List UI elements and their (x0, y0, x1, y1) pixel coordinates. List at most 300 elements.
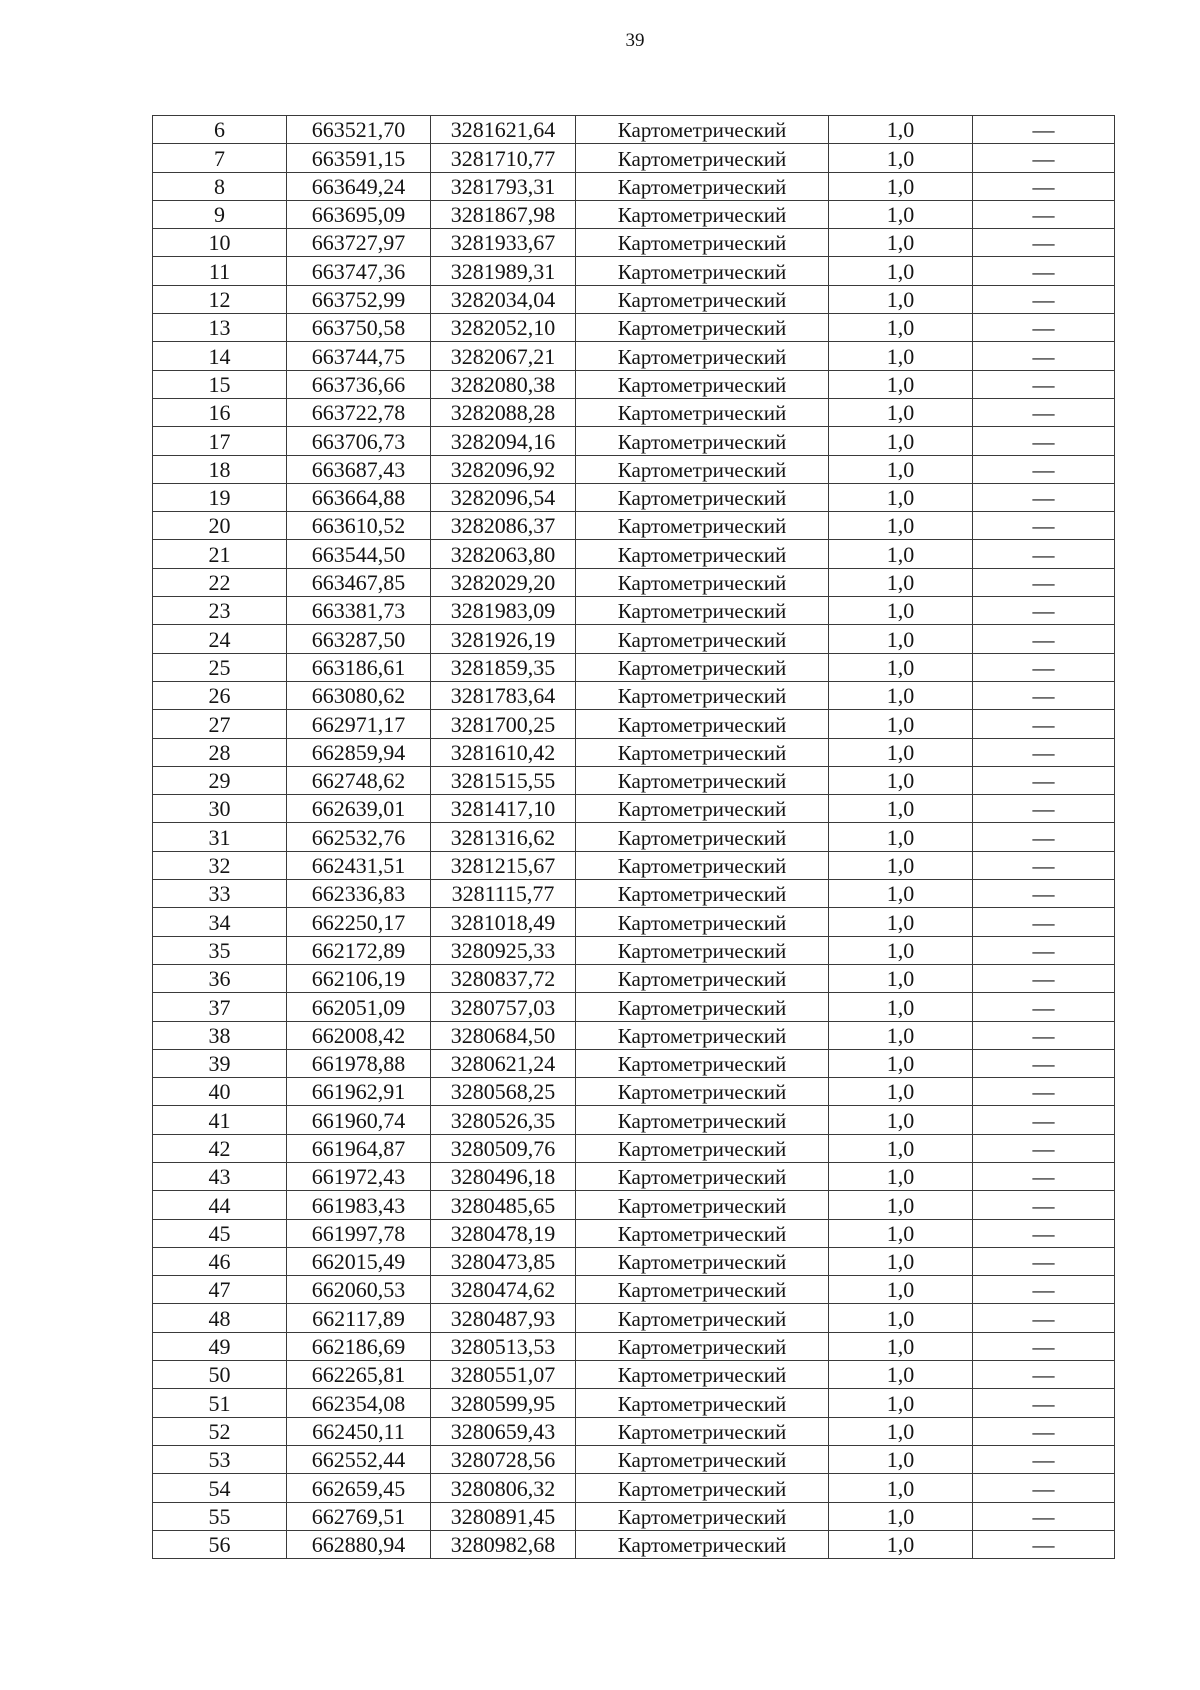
note-cell-text: — (1032, 1051, 1055, 1077)
y-coordinate-cell-text: 3280621,24 (450, 1051, 556, 1077)
table-row (153, 540, 1115, 568)
method-cell-text: Картометрический (617, 288, 787, 313)
note-cell-text: — (1032, 1135, 1055, 1161)
point-number-cell-text: 29 (208, 768, 231, 794)
table-row (153, 1389, 1115, 1417)
table-row (153, 823, 1115, 851)
point-number-cell (153, 483, 287, 511)
point-number-cell-text: 46 (208, 1249, 231, 1275)
method-cell-text: Картометрический (617, 655, 787, 680)
accuracy-cell-text: 1,0 (886, 1107, 915, 1133)
accuracy-cell-text: 1,0 (886, 371, 915, 397)
accuracy-cell (829, 1332, 973, 1360)
method-cell (576, 1162, 829, 1190)
point-number-cell (153, 568, 287, 596)
table-row (153, 625, 1115, 653)
method-cell (576, 1106, 829, 1134)
note-cell-text: — (1032, 598, 1055, 624)
accuracy-cell (829, 370, 973, 398)
method-cell (576, 540, 829, 568)
y-coordinate-cell (431, 342, 576, 370)
note-cell-text: — (1032, 1447, 1055, 1473)
method-cell (576, 710, 829, 738)
accuracy-cell-text: 1,0 (886, 1051, 915, 1077)
x-coordinate-cell (287, 597, 431, 625)
accuracy-cell (829, 1247, 973, 1275)
point-number-cell-text: 39 (208, 1051, 231, 1077)
method-cell (576, 964, 829, 992)
accuracy-cell (829, 116, 973, 144)
x-coordinate-cell-text: 663186,61 (311, 654, 406, 680)
accuracy-cell-text: 1,0 (886, 1305, 915, 1331)
y-coordinate-cell-text: 3281018,49 (450, 909, 556, 935)
accuracy-cell (829, 964, 973, 992)
note-cell-text: — (1032, 541, 1055, 567)
note-cell (973, 1191, 1115, 1219)
x-coordinate-cell (287, 766, 431, 794)
note-cell (973, 1219, 1115, 1247)
method-cell-text: Картометрический (617, 740, 787, 765)
accuracy-cell (829, 597, 973, 625)
table-row (153, 964, 1115, 992)
table-row (153, 512, 1115, 540)
method-cell (576, 370, 829, 398)
y-coordinate-cell (431, 1247, 576, 1275)
accuracy-cell (829, 1530, 973, 1558)
x-coordinate-cell (287, 1078, 431, 1106)
point-number-cell-text: 33 (208, 881, 231, 907)
accuracy-cell (829, 427, 973, 455)
table-row (153, 1417, 1115, 1445)
table-row (153, 795, 1115, 823)
x-coordinate-cell (287, 172, 431, 200)
method-cell-text: Картометрический (617, 401, 787, 426)
table-row (153, 681, 1115, 709)
point-number-cell-text: 12 (208, 287, 231, 313)
point-number-cell-text: 31 (208, 824, 231, 850)
note-cell (973, 1247, 1115, 1275)
accuracy-cell-text: 1,0 (886, 1022, 915, 1048)
y-coordinate-cell (431, 370, 576, 398)
method-cell (576, 766, 829, 794)
x-coordinate-cell-text: 662450,11 (312, 1418, 405, 1444)
x-coordinate-cell-text: 662859,94 (311, 739, 406, 765)
x-coordinate-cell (287, 681, 431, 709)
note-cell-text: — (1032, 1503, 1055, 1529)
x-coordinate-cell (287, 1162, 431, 1190)
x-coordinate-cell (287, 455, 431, 483)
note-cell-text: — (1032, 711, 1055, 737)
method-cell-text: Картометрический (617, 599, 787, 624)
note-cell-text: — (1032, 485, 1055, 511)
note-cell-text: — (1032, 258, 1055, 284)
method-cell (576, 936, 829, 964)
point-number-cell-text: 8 (214, 173, 225, 199)
note-cell-text: — (1032, 1192, 1055, 1218)
accuracy-cell (829, 1502, 973, 1530)
x-coordinate-cell-text: 663664,88 (311, 485, 406, 511)
note-cell (973, 314, 1115, 342)
x-coordinate-cell-text: 661972,43 (311, 1164, 406, 1190)
point-number-cell-text: 40 (208, 1079, 231, 1105)
x-coordinate-cell (287, 851, 431, 879)
accuracy-cell (829, 1389, 973, 1417)
y-coordinate-cell-text: 3281215,67 (450, 853, 556, 879)
x-coordinate-cell (287, 200, 431, 228)
y-coordinate-cell (431, 936, 576, 964)
note-cell (973, 681, 1115, 709)
y-coordinate-cell (431, 1445, 576, 1473)
method-cell (576, 1247, 829, 1275)
y-coordinate-cell-text: 3282029,20 (450, 570, 556, 596)
x-coordinate-cell-text: 663752,99 (311, 287, 406, 313)
accuracy-cell-text: 1,0 (886, 683, 915, 709)
method-cell (576, 880, 829, 908)
y-coordinate-cell-text: 3281610,42 (450, 739, 556, 765)
table-row (153, 1078, 1115, 1106)
accuracy-cell (829, 342, 973, 370)
method-cell (576, 851, 829, 879)
y-coordinate-cell (431, 200, 576, 228)
method-cell (576, 1361, 829, 1389)
x-coordinate-cell (287, 483, 431, 511)
note-cell-text: — (1032, 654, 1055, 680)
y-coordinate-cell-text: 3280806,32 (450, 1475, 556, 1501)
method-cell-text: Картометрический (617, 854, 787, 879)
point-number-cell-text: 22 (208, 570, 231, 596)
note-cell-text: — (1032, 1305, 1055, 1331)
table-row (153, 1134, 1115, 1162)
accuracy-cell-text: 1,0 (886, 173, 915, 199)
x-coordinate-cell-text: 662060,53 (311, 1277, 406, 1303)
x-coordinate-cell-text: 661962,91 (311, 1079, 406, 1105)
accuracy-cell-text: 1,0 (886, 1418, 915, 1444)
accuracy-cell-text: 1,0 (886, 994, 915, 1020)
y-coordinate-cell-text: 3281700,25 (450, 711, 556, 737)
point-number-cell (153, 1332, 287, 1360)
x-coordinate-cell-text: 663744,75 (311, 343, 406, 369)
table-row (153, 200, 1115, 228)
point-number-cell (153, 540, 287, 568)
method-cell-text: Картометрический (617, 1250, 787, 1275)
table-row (153, 936, 1115, 964)
x-coordinate-cell (287, 342, 431, 370)
x-coordinate-cell (287, 795, 431, 823)
x-coordinate-cell-text: 663687,43 (311, 456, 406, 482)
table-row (153, 314, 1115, 342)
note-cell-text: — (1032, 1390, 1055, 1416)
note-cell-text: — (1032, 1249, 1055, 1275)
table-row (153, 342, 1115, 370)
method-cell (576, 427, 829, 455)
y-coordinate-cell-text: 3281115,77 (451, 881, 555, 907)
method-cell-text: Картометрический (617, 203, 787, 228)
y-coordinate-cell (431, 1389, 576, 1417)
accuracy-cell (829, 398, 973, 426)
table-row (153, 1162, 1115, 1190)
accuracy-cell (829, 1106, 973, 1134)
accuracy-cell-text: 1,0 (886, 485, 915, 511)
point-number-cell (153, 936, 287, 964)
y-coordinate-cell-text: 3281926,19 (450, 626, 556, 652)
method-cell-text: Картометрический (617, 1052, 787, 1077)
accuracy-cell (829, 1445, 973, 1473)
x-coordinate-cell-text: 663544,50 (311, 541, 406, 567)
method-cell (576, 823, 829, 851)
y-coordinate-cell (431, 1276, 576, 1304)
point-number-cell-text: 17 (208, 428, 231, 454)
note-cell-text: — (1032, 400, 1055, 426)
accuracy-cell-text: 1,0 (886, 400, 915, 426)
x-coordinate-cell (287, 1191, 431, 1219)
note-cell (973, 851, 1115, 879)
method-cell-text: Картометрический (617, 684, 787, 709)
x-coordinate-cell (287, 427, 431, 455)
x-coordinate-cell-text: 663080,62 (311, 683, 406, 709)
accuracy-cell (829, 993, 973, 1021)
x-coordinate-cell (287, 964, 431, 992)
method-cell-text: Картометрический (617, 995, 787, 1020)
note-cell-text: — (1032, 796, 1055, 822)
accuracy-cell (829, 229, 973, 257)
x-coordinate-cell (287, 908, 431, 936)
point-number-cell-text: 38 (208, 1022, 231, 1048)
y-coordinate-cell-text: 3281859,35 (450, 654, 556, 680)
table-row (153, 653, 1115, 681)
method-cell (576, 314, 829, 342)
x-coordinate-cell-text: 663750,58 (311, 315, 406, 341)
point-number-cell (153, 1191, 287, 1219)
method-cell (576, 342, 829, 370)
x-coordinate-cell-text: 661964,87 (311, 1135, 406, 1161)
y-coordinate-cell (431, 512, 576, 540)
method-cell (576, 455, 829, 483)
x-coordinate-cell-text: 661983,43 (311, 1192, 406, 1218)
note-cell-text: — (1032, 1277, 1055, 1303)
method-cell-text: Картометрический (617, 1419, 787, 1444)
page-number: 39 (625, 30, 645, 51)
table-row (153, 285, 1115, 313)
accuracy-cell (829, 1078, 973, 1106)
x-coordinate-cell (287, 314, 431, 342)
y-coordinate-cell-text: 3282096,92 (450, 456, 556, 482)
y-coordinate-cell-text: 3280599,95 (450, 1390, 556, 1416)
x-coordinate-cell-text: 662106,19 (311, 966, 406, 992)
method-cell-text: Картометрический (617, 118, 787, 143)
point-number-cell (153, 1106, 287, 1134)
method-cell (576, 993, 829, 1021)
y-coordinate-cell-text: 3280684,50 (450, 1022, 556, 1048)
y-coordinate-cell (431, 1021, 576, 1049)
method-cell-text: Картометрический (617, 1476, 787, 1501)
table-row (153, 597, 1115, 625)
y-coordinate-cell (431, 964, 576, 992)
point-number-cell-text: 16 (208, 400, 231, 426)
table-row (153, 1219, 1115, 1247)
x-coordinate-cell (287, 625, 431, 653)
x-coordinate-cell (287, 1049, 431, 1077)
note-cell (973, 653, 1115, 681)
note-cell (973, 795, 1115, 823)
y-coordinate-cell-text: 3281867,98 (450, 202, 556, 228)
method-cell-text: Картометрический (617, 825, 787, 850)
accuracy-cell (829, 285, 973, 313)
note-cell-text: — (1032, 626, 1055, 652)
point-number-cell-text: 23 (208, 598, 231, 624)
table-row (153, 172, 1115, 200)
accuracy-cell (829, 1191, 973, 1219)
accuracy-cell-text: 1,0 (886, 1532, 915, 1558)
accuracy-cell (829, 483, 973, 511)
note-cell (973, 1502, 1115, 1530)
x-coordinate-cell (287, 1021, 431, 1049)
note-cell-text: — (1032, 513, 1055, 539)
accuracy-cell-text: 1,0 (886, 202, 915, 228)
point-number-cell (153, 455, 287, 483)
note-cell (973, 766, 1115, 794)
x-coordinate-cell (287, 1134, 431, 1162)
x-coordinate-cell-text: 663727,97 (311, 230, 406, 256)
x-coordinate-cell-text: 662186,69 (311, 1334, 406, 1360)
table-row (153, 1304, 1115, 1332)
note-cell (973, 540, 1115, 568)
accuracy-cell (829, 1049, 973, 1077)
accuracy-cell (829, 823, 973, 851)
point-number-cell (153, 257, 287, 285)
x-coordinate-cell-text: 662250,17 (311, 909, 406, 935)
y-coordinate-cell (431, 653, 576, 681)
note-cell (973, 568, 1115, 596)
point-number-cell (153, 1530, 287, 1558)
note-cell-text: — (1032, 1107, 1055, 1133)
point-number-cell (153, 653, 287, 681)
y-coordinate-cell (431, 1304, 576, 1332)
accuracy-cell-text: 1,0 (886, 1249, 915, 1275)
point-number-cell-text: 25 (208, 654, 231, 680)
accuracy-cell (829, 908, 973, 936)
point-number-cell-text: 54 (208, 1475, 231, 1501)
point-number-cell-text: 47 (208, 1277, 231, 1303)
point-number-cell (153, 285, 287, 313)
accuracy-cell-text: 1,0 (886, 428, 915, 454)
accuracy-cell-text: 1,0 (886, 343, 915, 369)
method-cell-text: Картометрический (617, 1335, 787, 1360)
point-number-cell-text: 15 (208, 371, 231, 397)
y-coordinate-cell-text: 3280473,85 (450, 1249, 556, 1275)
x-coordinate-cell-text: 662354,08 (311, 1390, 406, 1416)
accuracy-cell (829, 257, 973, 285)
point-number-cell-text: 7 (214, 145, 225, 171)
table-row (153, 1247, 1115, 1275)
method-cell-text: Картометрический (617, 1165, 787, 1190)
x-coordinate-cell (287, 370, 431, 398)
accuracy-cell (829, 1134, 973, 1162)
table-row (153, 370, 1115, 398)
point-number-cell (153, 512, 287, 540)
method-cell-text: Картометрический (617, 797, 787, 822)
x-coordinate-cell (287, 257, 431, 285)
y-coordinate-cell-text: 3280551,07 (450, 1362, 556, 1388)
table-row (153, 257, 1115, 285)
method-cell-text: Картометрический (617, 1023, 787, 1048)
method-cell-text: Картометрический (617, 231, 787, 256)
note-cell (973, 172, 1115, 200)
point-number-cell (153, 1021, 287, 1049)
accuracy-cell-text: 1,0 (886, 1390, 915, 1416)
x-coordinate-cell-text: 662431,51 (311, 853, 406, 879)
note-cell (973, 1304, 1115, 1332)
method-cell (576, 257, 829, 285)
y-coordinate-cell (431, 1502, 576, 1530)
table-row (153, 1021, 1115, 1049)
x-coordinate-cell (287, 1247, 431, 1275)
point-number-cell (153, 1276, 287, 1304)
accuracy-cell (829, 1417, 973, 1445)
x-coordinate-cell-text: 662015,49 (311, 1249, 406, 1275)
point-number-cell-text: 34 (208, 909, 231, 935)
y-coordinate-cell-text: 3281417,10 (450, 796, 556, 822)
x-coordinate-cell-text: 662552,44 (311, 1447, 406, 1473)
note-cell (973, 823, 1115, 851)
accuracy-cell-text: 1,0 (886, 768, 915, 794)
point-number-cell (153, 229, 287, 257)
note-cell-text: — (1032, 230, 1055, 256)
x-coordinate-cell (287, 540, 431, 568)
point-number-cell-text: 6 (214, 117, 225, 143)
point-number-cell (153, 625, 287, 653)
y-coordinate-cell (431, 116, 576, 144)
method-cell-text: Картометрический (617, 910, 787, 935)
accuracy-cell (829, 144, 973, 172)
method-cell-text: Картометрический (617, 542, 787, 567)
x-coordinate-cell (287, 1276, 431, 1304)
note-cell (973, 1332, 1115, 1360)
note-cell-text: — (1032, 853, 1055, 879)
coordinates-table-body (153, 116, 1115, 1559)
method-cell (576, 1219, 829, 1247)
point-number-cell (153, 1474, 287, 1502)
y-coordinate-cell-text: 3280474,62 (450, 1277, 556, 1303)
x-coordinate-cell-text: 663695,09 (311, 202, 406, 228)
point-number-cell-text: 27 (208, 711, 231, 737)
y-coordinate-cell-text: 3282094,16 (450, 428, 556, 454)
point-number-cell-text: 11 (208, 258, 231, 284)
note-cell (973, 993, 1115, 1021)
x-coordinate-cell (287, 1389, 431, 1417)
point-number-cell-text: 51 (208, 1390, 231, 1416)
method-cell-text: Картометрический (617, 174, 787, 199)
note-cell (973, 144, 1115, 172)
note-cell (973, 483, 1115, 511)
note-cell-text: — (1032, 1334, 1055, 1360)
point-number-cell-text: 35 (208, 937, 231, 963)
accuracy-cell (829, 172, 973, 200)
y-coordinate-cell (431, 1078, 576, 1106)
accuracy-cell-text: 1,0 (886, 654, 915, 680)
accuracy-cell-text: 1,0 (886, 456, 915, 482)
note-cell (973, 1021, 1115, 1049)
table-row (153, 1049, 1115, 1077)
method-cell-text: Картометрический (617, 571, 787, 596)
accuracy-cell (829, 766, 973, 794)
x-coordinate-cell-text: 663467,85 (311, 570, 406, 596)
note-cell-text: — (1032, 428, 1055, 454)
x-coordinate-cell-text: 662971,17 (311, 711, 406, 737)
y-coordinate-cell-text: 3281983,09 (450, 598, 556, 624)
accuracy-cell-text: 1,0 (886, 287, 915, 313)
y-coordinate-cell (431, 540, 576, 568)
accuracy-cell-text: 1,0 (886, 1503, 915, 1529)
